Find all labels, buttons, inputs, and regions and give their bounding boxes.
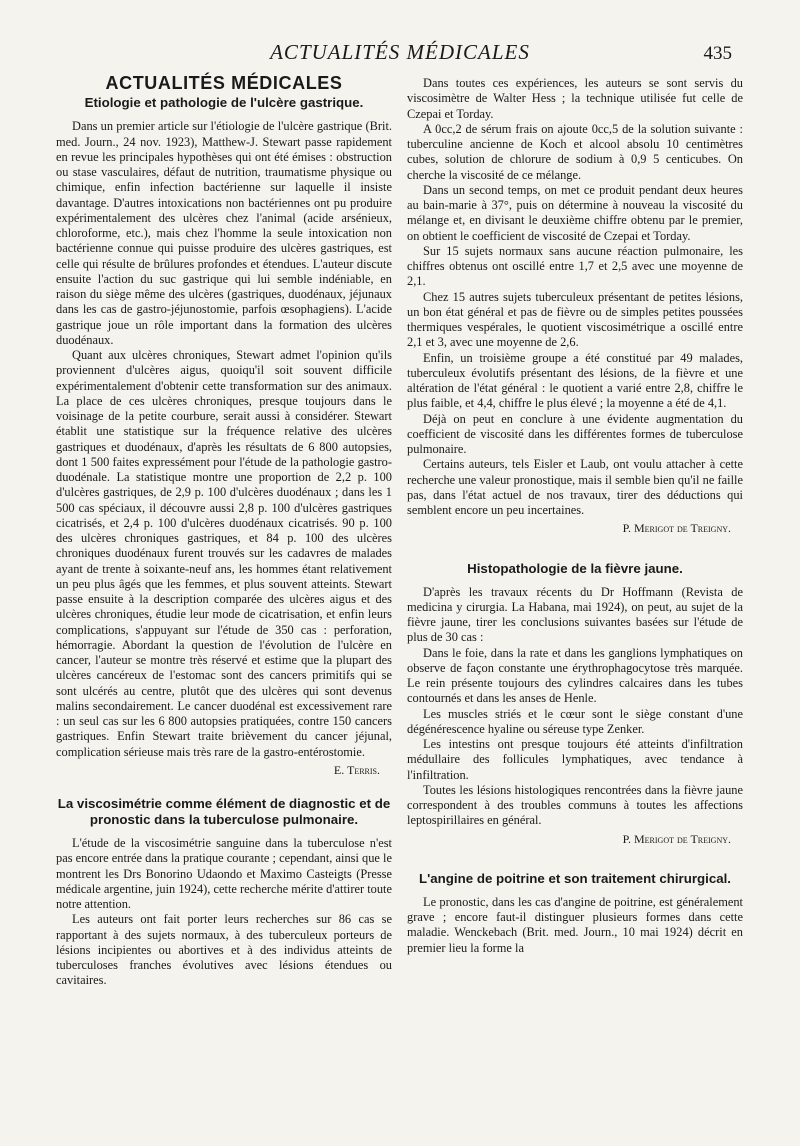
section-heading: ACTUALITÉS MÉDICALES xyxy=(105,73,343,93)
author-signature: P. Merigot de Treigny. xyxy=(622,521,731,536)
article-ulcere xyxy=(56,95,392,778)
running-head xyxy=(0,40,800,70)
running-title: ACTUALITÉS MÉDICALES xyxy=(270,40,530,64)
paragraph: Enfin, un troisième groupe a été constitué par 49 malades, tuberculeux évolutifs présentant des lésions, de la fièvre et une altération de l'état général : le quotient a varié entre 2,8, chiffre le plus faible, et 4,4, chiffre le plus élevé ; la moyenne a été de 4,1. xyxy=(407,350,743,411)
article-title: L'angine de poitrine et son traitement chirurgical. xyxy=(419,870,731,886)
paragraph: Les muscles striés et le cœur sont le siège constant d'une dégénérescence hyaline ou séreuse type Zenker. xyxy=(407,706,743,736)
article-viscosimetrie xyxy=(56,796,392,989)
paragraph: Chez 15 autres sujets tuberculeux présentant de petites lésions, un bon état général et pas de fièvre ou de simples petites poussées thermiques vespérales, le quotient viscosimétrique a oscillé entre 2,1 et 3, avec une moyenne de 2,6. xyxy=(407,289,743,350)
paragraph: L'étude de la viscosimétrie sanguine dans la tuberculose n'est pas encore entrée dans la pratique courante ; cependant, ainsi que le montrent les Drs Bonorino Udaondo et Maximo Casteigts (Presse médicale argentine, juin 1924), cette recherche mérite d'attirer toute notre attention. xyxy=(56,836,392,911)
author-signature: P. Merigot de Treigny. xyxy=(622,831,731,846)
paragraph: Certains auteurs, tels Eisler et Laub, ont voulu attacher à cette recherche une valeur pronostique, mais il semble bien qu'il ne faille pas, dans l'état actuel de nos travaux, tirer des déductions qui semblent encore un peu incertaines. xyxy=(407,457,743,517)
article-title: La viscosimétrie comme élément de diagnostic et de pronostic dans la tuberculose pulmonaire. xyxy=(57,796,391,827)
paragraph: Le pronostic, dans les cas d'angine de poitrine, est généralement grave ; encore faut-il distinguer plusieurs formes dans cette maladie. Wenckebach (Brit. med. Journ., 10 mai 1924) décrit en premier lieu la forme la xyxy=(407,894,743,955)
paragraph: Dans un premier article sur l'étiologie de l'ulcère gastrique (Brit. med. Journ., 24 nov. 1923), Matthew-J. Stewart passe rapidement en revue les principales hypothèses qui ont été émises : obstruction ou stase vasculaires, défaut de nutrition, traumatisme physique ou chimique, enfin infection bactérienne sur laquelle il insiste davantage. D'autres intoxications non bactériennes ont pu produire expérimentalement des ulcères chez l'animal (acide arsénieux, chloroforme, etc.), mais chez l'homme la seule intoxication non bactérienne connue qui puisse produire des ulcères gastriques, est celle qui résulte de brûlures profondes et étendues. L'auteur discute ensuite l'action du suc gastrique qui lui semble indéniable, en raison du siège même des ulcères (gastriques, duodénaux, jéjunaux dans les cas de gastro-jéjunostomie, parfois œsophagiens). L'acide gastrique joue un rôle important dans la formation des ulcères duodénaux. xyxy=(56,119,392,347)
paragraph: Dans un second temps, on met ce produit pendant deux heures au bain-marie à 37°, puis on détermine à nouveau la viscosité du mélange et, en divisant le deuxième chiffre obtenu par le premier, on obtient le coefficient de viscosité de Czepai et Torday. xyxy=(407,182,743,243)
article-fievre-jaune xyxy=(407,561,743,847)
paragraph: Les auteurs ont fait porter leurs recherches sur 86 cas se rapportant à des sujets normaux, à des tuberculeux porteurs de lésions incipientes ou abortives et à des individus atteints de tuberculoses franches évolutives avec lésions étendues ou cavitaires. xyxy=(56,912,392,988)
author-signature: E. Terris. xyxy=(333,762,380,777)
right-column xyxy=(407,76,743,956)
paragraph: Dans le foie, dans la rate et dans les ganglions lymphatiques on observe de façon constante une érythrophagocytose très marquée. Le rein présente toujours des cylindres calcaires dans les tubes contournés et dans les anses de Henle. xyxy=(407,645,743,706)
paragraph: Les intestins ont presque toujours été atteints d'infiltration médullaire des follicules lymphatiques, avec tendance à l'infiltration. xyxy=(407,737,743,782)
page-number: 435 xyxy=(703,43,732,64)
article-title: Etiologie et pathologie de l'ulcère gastrique. xyxy=(84,95,364,111)
article-angine xyxy=(407,871,743,956)
paragraph: Quant aux ulcères chroniques, Stewart admet l'opinion qu'ils proviennent d'ulcères aigus, quoiqu'il soit souvent difficile expérimentalement d'obtenir cette transformation sur des animaux. La place de ces ulcères chroniques, presque toujours dans le voisinage de la petite courbure, serait aussi à considérer. Stewart établit une statistique sur la fréquence relative des ulcères gastriques et duodénaux, d'après les résultats de 6 800 autopsies, dont 1 500 faites expressément pour l'étude de la pathologie gastro-duodénale. La statistique montre une proportion de 2,2 p. 100 d'ulcères gastriques, de 2,9 p. 100 d'ulcères duodénaux ; dans les 1 500 cas spéciaux, il découvre aussi 2,8 p. 100 d'ulcères gastriques cicatrisés, et 2,4 p. 100 d'ulcères duodénaux cicatrisés. 90 p. 100 des ulcères chroniques gastriques, et 84 p. 100 des ulcères chroniques duodénaux furent trouvés sur les cadavres de malades ayant de trente à soixante-neuf ans, les hommes étant relativement un peu plus âgés que les femmes, et plus souvent atteints. Stewart passe ensuite à la description comparée des ulcères aigus et des ulcères chroniques, étudie leur mode de cicatrisation, et enfin leurs complications, s'appuyant sur l'étude de 350 cas : perforation, hémorragie. Abordant la question de l'évolution de l'ulcère en cancer, l'auteur se montre très réservé et estime que la plupart des ulcères cancéreux de l'estomac sont des cancers primitifs qui se sont ulcérés au centre, plutôt que des ulcères qui sont devenus malins secondairement. Le cancer duodénal est excessivement rare : un seul cas sur les 6 800 autopsies pratiquées, contre 150 cancers gastriques. Enfin Stewart traite brièvement du cancer jéjunal, complication sérieuse mais très rare de la gastro-entérostomie. xyxy=(56,348,392,759)
paragraph: Dans toutes ces expériences, les auteurs se sont servis du viscosimètre de Walter Hess ; la technique utilisée fut celle de Czepai et Torday. xyxy=(407,76,743,121)
left-column xyxy=(56,73,392,989)
paragraph: Déjà on peut en conclure à une évidente augmentation du coefficient de viscosité dans les différentes formes de tuberculose pulmonaire. xyxy=(407,411,743,456)
paragraph: Toutes les lésions histologiques rencontrées dans la fièvre jaune correspondent à des troubles communs à toutes les affections leptospirillaires en général. xyxy=(407,782,743,828)
paragraph: A 0cc,2 de sérum frais on ajoute 0cc,5 de la solution suivante : tuberculine ancienne de Koch et alcool absolu 10 centimètres cubes, solution de chlorure de sodium à 0,9 5 centicubes. On cherche la viscosité de ce mélange. xyxy=(407,121,743,182)
paragraph: D'après les travaux récents du Dr Hoffmann (Revista de medicina y cirurgia. La Habana, mai 1924), on peut, au sujet de la fièvre jaune, tirer les conclusions suivantes basées sur l'étude de plus de 30 cas : xyxy=(407,584,743,645)
article-title: Histopathologie de la fièvre jaune. xyxy=(467,560,683,576)
paragraph: Sur 15 sujets normaux sans aucune réaction pulmonaire, les chiffres obtenus ont oscillé entre 1,7 et 2,5 avec une moyenne de 2,1. xyxy=(407,243,743,289)
